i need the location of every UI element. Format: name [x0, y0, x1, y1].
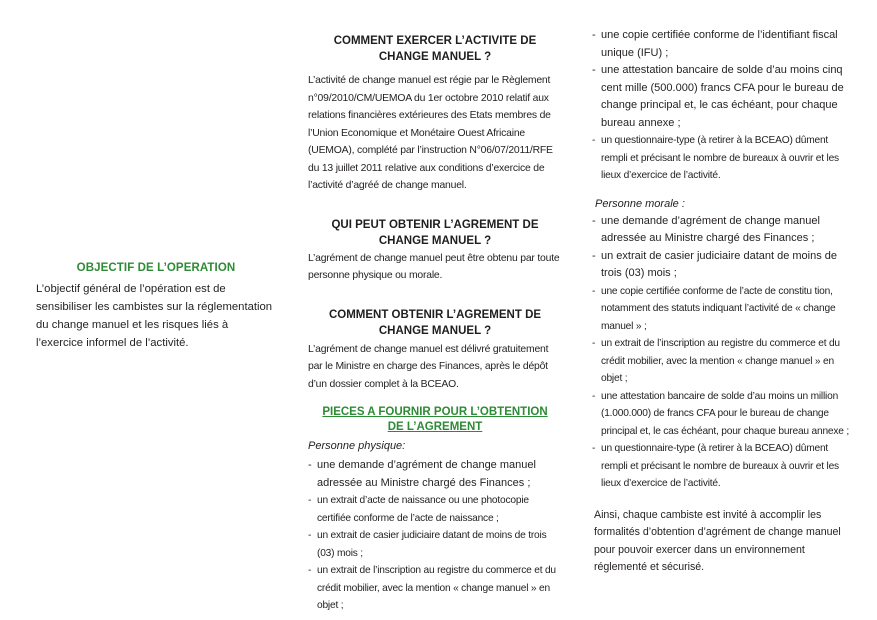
right-panel	[592, 0, 850, 577]
middle-panel	[308, 0, 562, 615]
q1-title: COMMENT EXERCER L’ACTIVITE DE CHANGE MANUEL ?	[333, 35, 537, 63]
morale-label: Personne morale :	[595, 197, 685, 210]
physique-list	[308, 457, 562, 615]
list-item: - une attestation bancaire de solde d’au moins cinq cent mille (500.000) francs CFA pour le bureau de change principal et, le cas échéant, pour chaque bureau annexe ;	[592, 62, 850, 132]
list-item: - un extrait de l’inscription au registre du commerce et du crédit mobilier, avec la mention « change manuel » en objet ;	[592, 335, 850, 388]
left-panel	[36, 0, 276, 352]
list-item: - un extrait de l’inscription au registre du commerce et du crédit mobilier, avec la mention « change manuel » en objet ;	[308, 562, 562, 615]
list-item: - une attestation bancaire de solde d’au moins un million (1.000.000) de francs CFA pour le bureau de change principal et, le cas échéant, pour chaque bureau annexe ;	[592, 388, 850, 441]
q3-title: COMMENT OBTENIR L’AGREMENT DE CHANGE MANUEL ?	[328, 308, 542, 337]
q2-text: L’agrément de change manuel peut être obtenu par toute personne physique ou morale.	[308, 252, 560, 281]
morale-list	[592, 213, 850, 493]
q2-title: QUI PEUT OBTENIR L’AGREMENT DE CHANGE MANUEL ?	[331, 218, 539, 247]
list-item: - un extrait de casier judiciaire datant de moins de trois (03) mois ;	[592, 248, 850, 283]
list-item: - une demande d’agrément de change manuel adressée au Ministre chargé des Finances ;	[592, 213, 850, 248]
list-item: - une copie certifiée conforme de l’identifiant fiscal unique (IFU) ;	[592, 27, 850, 62]
list-item: - un questionnaire-type (à retirer à la BCEAO) dûment rempli et précisant le nombre de bureaux à ouvrir et les lieux d’exercice de l’activité.	[592, 440, 850, 493]
q1-text: L’activité de change manuel est régie par le Règlement n°09/2010/CM/UEMOA du 1er octobre 2010 relatif aux relations financières extérieures des Etats membres de l’Union Economique et Monétaire Ouest Africaine (UEMOA), complété par l’instruction N°06/07/2011/RFE du 13 juillet 2011 relative aux conditions d’exercice de l’activité d’agréé de change manuel.	[308, 75, 553, 191]
list-item: - un extrait d’acte de naissance ou une photocopie certifiée conforme de l’acte de naissance ;	[308, 492, 562, 527]
q3-text: L’agrément de change manuel est délivré gratuitement par le Ministre en charge des Finances, après le dépôt d’un dossier complet à la BCEAO.	[308, 343, 549, 390]
list-item: - une copie certifiée conforme de l’acte de constitu tion, notamment des statuts indiquant l’activité de « change manuel » ;	[592, 283, 850, 336]
list-item: - un questionnaire-type (à retirer à la BCEAO) dûment rempli et précisant le nombre de bureaux à ouvrir et les lieux d’exercice de l’activité.	[592, 132, 850, 185]
objectif-text: L’objectif général de l’opération est de sensibiliser les cambistes sur la réglementation du change manuel et les risques liés à l’exercice informel de l’activité.	[36, 283, 273, 349]
list-item: - une demande d’agrément de change manuel adressée au Ministre chargé des Finances ;	[308, 457, 562, 492]
pieces-title: PIECES A FOURNIR POUR L’OBTENTION DE L’AGREMENT	[322, 406, 548, 433]
objectif-title: OBJECTIF DE L’OPERATION	[76, 262, 236, 274]
physique-label: Personne physique:	[308, 440, 406, 452]
list-item: - un extrait de casier judiciaire datant de moins de trois (03) mois ;	[308, 527, 562, 562]
conclusion-text: Ainsi, chaque cambiste est invité à accomplir les formalités d’obtention d’agrément de change manuel pour pouvoir exercer dans un environnement réglementé et sécurisé.	[594, 508, 841, 573]
physique-list-continued	[592, 27, 850, 185]
